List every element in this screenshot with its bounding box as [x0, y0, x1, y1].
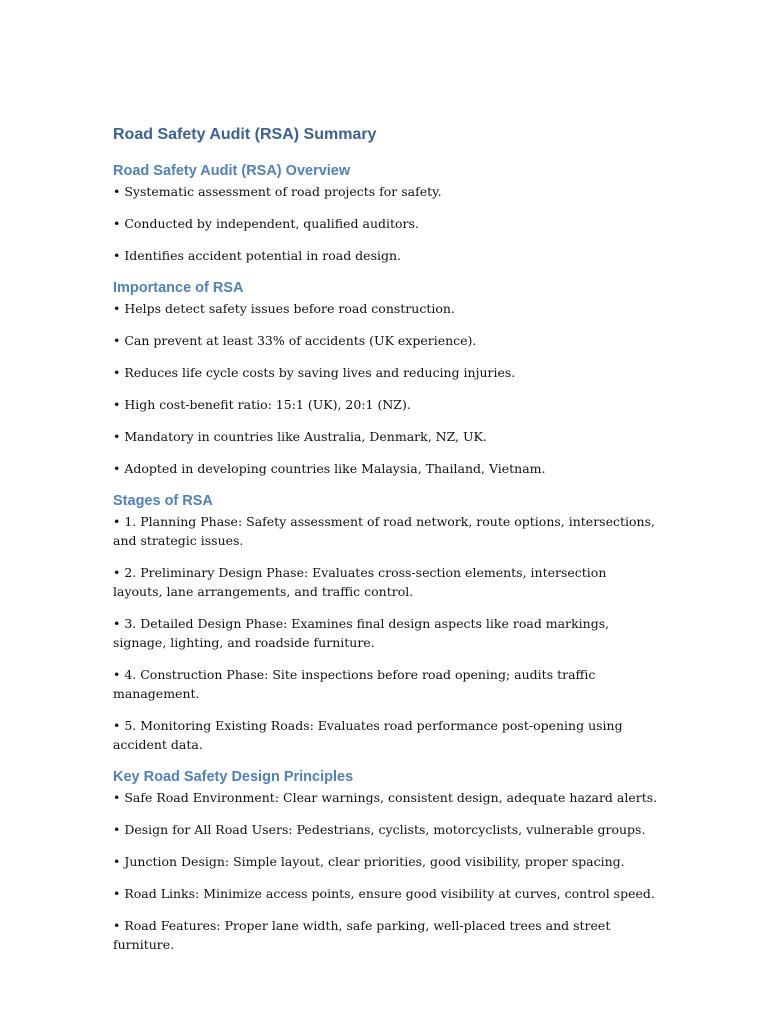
- bullet-item: • Road Features: Proper lane width, safe parking, well-placed trees and street furniture.: [113, 918, 611, 952]
- bullet-item: • Reduces life cycle costs by saving lives and reducing injuries.: [113, 365, 516, 380]
- section-stages: [113, 491, 658, 754]
- bullet-item: • Mandatory in countries like Australia, Denmark, NZ, UK.: [113, 429, 487, 444]
- bullet-item: • 2. Preliminary Design Phase: Evaluates cross-section elements, intersection layouts, lane arrangements, and traffic control.: [113, 565, 607, 599]
- bullet-item: • 3. Detailed Design Phase: Examines final design aspects like road markings, signage, lighting, and roadside furniture.: [113, 616, 610, 650]
- bullet-item: • Road Links: Minimize access points, ensure good visibility at curves, control speed.: [113, 886, 655, 901]
- bullet-list: [113, 182, 658, 265]
- bullet-item: • Design for All Road Users: Pedestrians, cyclists, motorcyclists, vulnerable groups.: [113, 822, 646, 837]
- section-importance: [113, 278, 658, 478]
- section-design-principles: [113, 767, 658, 954]
- section-heading: Stages of RSA: [113, 493, 213, 509]
- bullet-item: • Safe Road Environment: Clear warnings, consistent design, adequate hazard alerts.: [113, 790, 658, 805]
- bullet-item: • Conducted by independent, qualified auditors.: [113, 216, 419, 231]
- bullet-item: • Adopted in developing countries like Malaysia, Thailand, Vietnam.: [113, 461, 546, 476]
- bullet-item: • Helps detect safety issues before road construction.: [113, 301, 455, 316]
- bullet-item: • Junction Design: Simple layout, clear priorities, good visibility, proper spacing.: [113, 854, 625, 869]
- bullet-list: [113, 788, 658, 954]
- bullet-list: [113, 299, 658, 478]
- bullet-item: • Systematic assessment of road projects for safety.: [113, 184, 442, 199]
- section-heading: Road Safety Audit (RSA) Overview: [113, 163, 351, 179]
- bullet-item: • Can prevent at least 33% of accidents (UK experience).: [113, 333, 477, 348]
- section-heading: Key Road Safety Design Principles: [113, 769, 354, 785]
- document-title: Road Safety Audit (RSA) Summary: [113, 126, 377, 143]
- section-heading: Importance of RSA: [113, 280, 244, 296]
- bullet-item: • 1. Planning Phase: Safety assessment of road network, route options, intersections, and strategic issues.: [113, 514, 655, 548]
- bullet-item: • 4. Construction Phase: Site inspections before road opening; audits traffic management.: [113, 667, 596, 701]
- bullet-item: • Identifies accident potential in road design.: [113, 248, 402, 263]
- bullet-list: [113, 512, 658, 754]
- document-body: [113, 124, 658, 967]
- bullet-item: • High cost-benefit ratio: 15:1 (UK), 20:1 (NZ).: [113, 397, 411, 412]
- section-overview: [113, 161, 658, 265]
- bullet-item: • 5. Monitoring Existing Roads: Evaluates road performance post-opening using accident data.: [113, 718, 623, 752]
